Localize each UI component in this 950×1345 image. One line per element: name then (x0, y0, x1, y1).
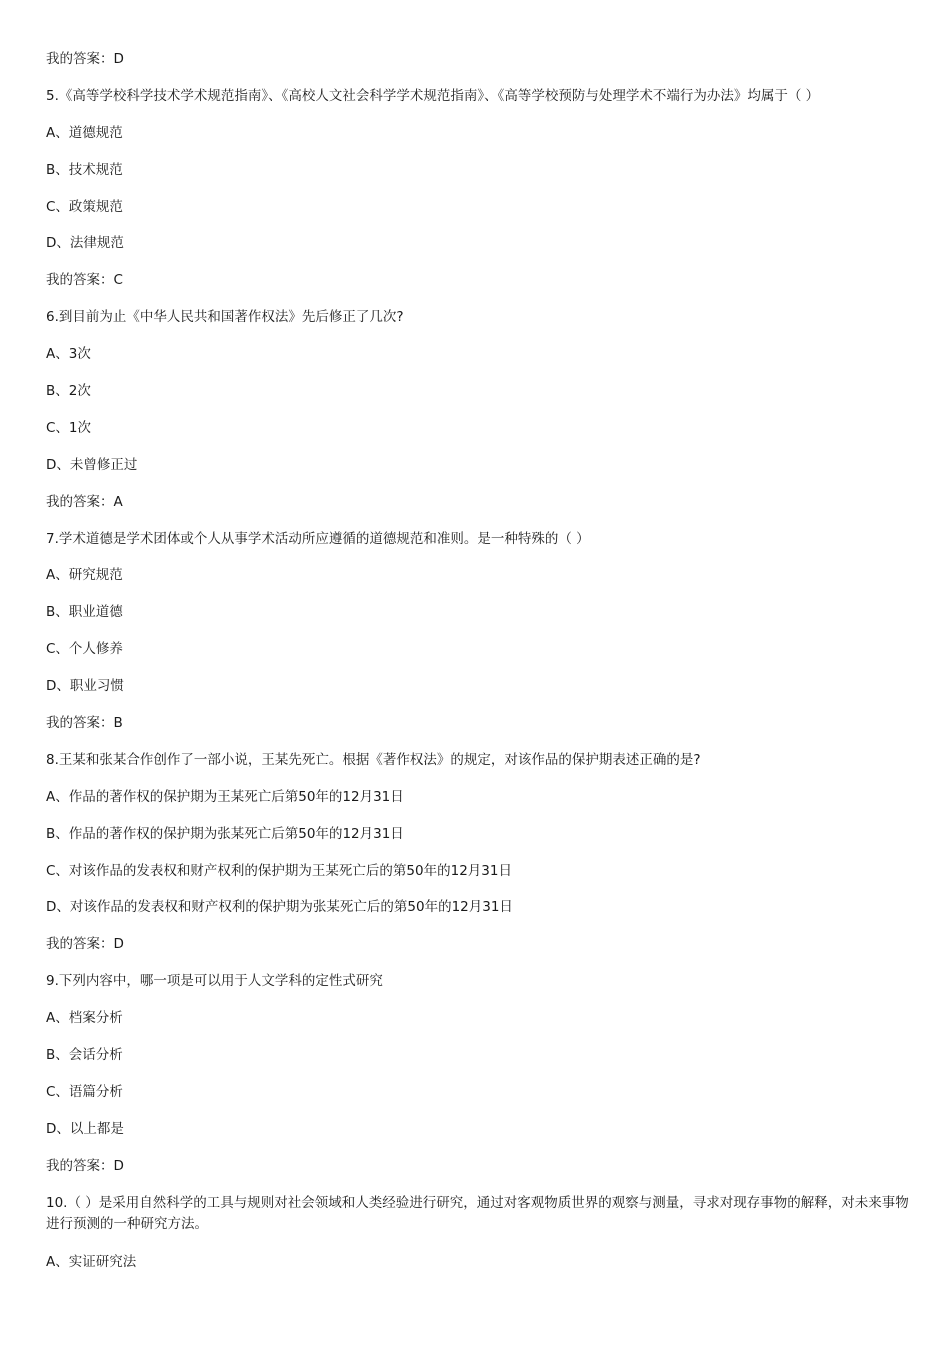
option-c: C、语篇分析 (46, 1083, 123, 1100)
option-c: C、对该作品的发表权和财产权利的保护期为王某死亡后的第50年的12月31日 (46, 862, 512, 879)
option-d: D、职业习惯 (46, 678, 124, 695)
question-10: 10.（ ）是采用自然科学的工具与规则对社会领域和人类经验进行研究，通过对客观物质世界的观察与测量，寻求对现存事物的解释，对未来事物进行预测的一种研究方法。 (46, 1194, 909, 1232)
answer-line: 我的答案：D (46, 51, 124, 67)
option-a: A、道德规范 (46, 124, 123, 141)
option-d: D、未曾修正过 (46, 456, 138, 473)
answer-line: 我的答案：C (46, 272, 123, 289)
option-a: A、实证研究法 (46, 1253, 137, 1270)
question-6: 6.到目前为止《中华人民共和国著作权法》先后修正了几次? (46, 309, 404, 326)
option-d: D、对该作品的发表权和财产权利的保护期为张某死亡后的第50年的12月31日 (46, 899, 513, 916)
answer-line: 我的答案：D (46, 936, 124, 953)
answer-line: 我的答案：B (46, 715, 123, 732)
option-b: B、会话分析 (46, 1047, 123, 1064)
answer-line: 我的答案：A (46, 493, 123, 510)
option-a: A、作品的著作权的保护期为王某死亡后第50年的12月31日 (46, 788, 404, 805)
option-a: A、档案分析 (46, 1010, 123, 1027)
question-9: 9.下列内容中，哪一项是可以用于人文学科的定性式研究 (46, 973, 383, 990)
answer-line: 我的答案：D (46, 1157, 124, 1174)
option-b: B、技术规范 (46, 161, 123, 178)
option-a: A、研究规范 (46, 567, 123, 584)
option-b: B、职业道德 (46, 604, 123, 621)
question-8: 8.王某和张某合作创作了一部小说，王某先死亡。根据《著作权法》的规定，对该作品的保护期表述正确的是? (46, 751, 701, 768)
option-d: D、以上都是 (46, 1120, 124, 1137)
option-b: B、2次 (46, 383, 91, 400)
option-d: D、法律规范 (46, 235, 124, 252)
question-7: 7.学术道德是学术团体或个人从事学术活动所应遵循的道德规范和准则。是一种特殊的（ ） (46, 530, 590, 547)
option-b: B、作品的著作权的保护期为张某死亡后第50年的12月31日 (46, 825, 404, 842)
option-a: A、3次 (46, 346, 91, 363)
document-body (46, 49, 910, 1289)
option-c: C、1次 (46, 419, 92, 436)
question-5: 5.《高等学校科学技术学术规范指南》、《高校人文社会科学学术规范指南》、《高等学校预防与处理学术不端行为办法》均属于（ ） (46, 87, 820, 104)
option-c: C、政策规范 (46, 198, 123, 215)
option-c: C、个人修养 (46, 641, 123, 658)
